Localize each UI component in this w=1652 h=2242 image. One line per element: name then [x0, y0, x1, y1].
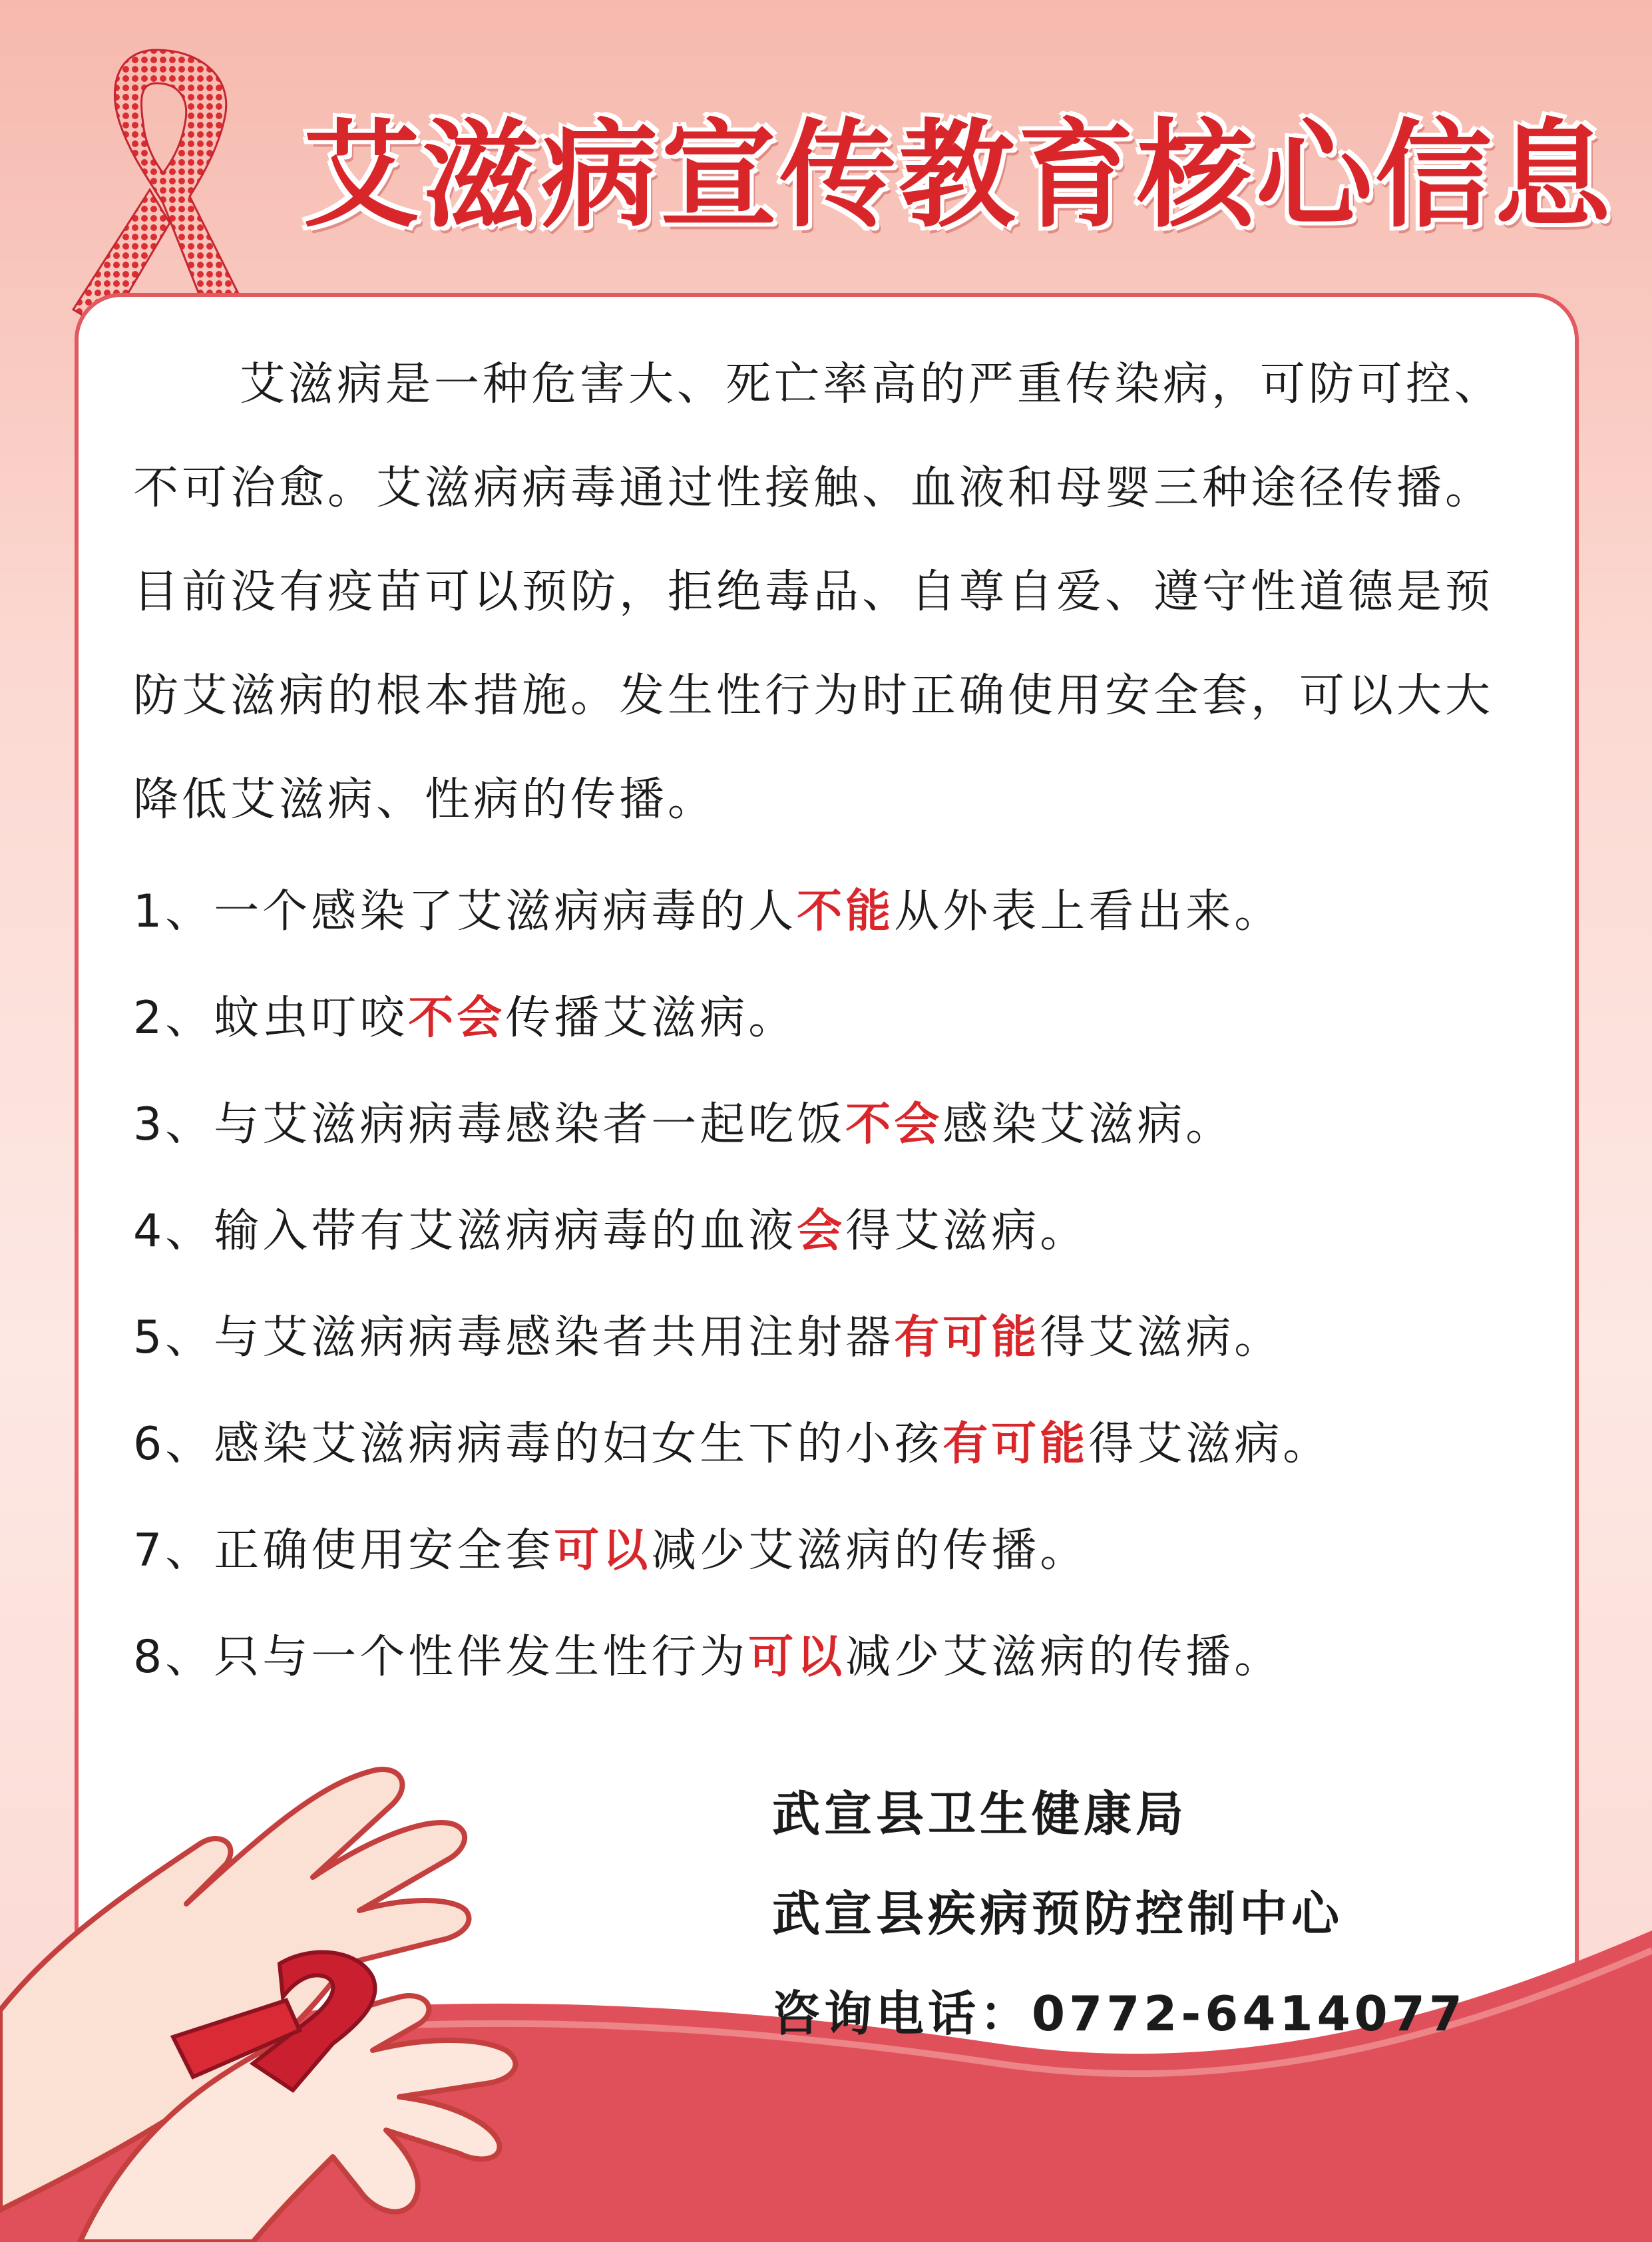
highlight-term: 可以 [748, 1631, 846, 1683]
highlight-term: 会 [797, 1205, 846, 1257]
list-item: 1、一个感染了艾滋病病毒的人不能从外表上看出来。 [133, 885, 1283, 938]
hands-holding-ribbon-illustration [0, 1744, 586, 2242]
intro-paragraph: 艾滋病是一种危害大、死亡率高的严重传染病，可防可控、不可治愈。艾滋病病毒通过性接触、血液和母婴三种途径传播。目前没有疫苗可以预防，拒绝毒品、自尊自爱、遵守性道德是预防艾滋病的根本措施。发生性行为时正确使用安全套，可以大大降低艾滋病、性病的传播。 [133, 358, 1504, 826]
highlight-term: 可以 [554, 1524, 652, 1577]
list-item: 5、与艾滋病病毒感染者共用注射器有可能得艾滋病。 [133, 1311, 1283, 1364]
highlight-term: 不会 [408, 992, 506, 1044]
list-item: 7、正确使用安全套可以减少艾滋病的传播。 [133, 1524, 1089, 1577]
highlight-term: 有可能 [894, 1311, 1040, 1364]
footer-info [772, 1764, 1637, 2064]
organization-name: 武宣县卫生健康局 [772, 1786, 1188, 1842]
list-item: 4、输入带有艾滋病病毒的血液会得艾滋病。 [133, 1205, 1089, 1257]
list-item: 2、蚊虫叮咬不会传播艾滋病。 [133, 992, 797, 1044]
highlight-term: 有可能 [942, 1418, 1089, 1470]
list-item: 3、与艾滋病病毒感染者一起吃饭不会感染艾滋病。 [133, 1098, 1235, 1151]
page-title: 艾滋病宣传教育核心信息 [303, 109, 1613, 244]
contact-phone: 咨询电话：0772-6414077 [772, 1986, 1466, 2042]
organization-name: 武宣县疾病预防控制中心 [772, 1886, 1344, 1942]
highlight-term: 不会 [845, 1098, 943, 1151]
list-item: 8、只与一个性伴发生性行为可以减少艾滋病的传播。 [133, 1631, 1283, 1683]
list-item: 6、感染艾滋病病毒的妇女生下的小孩有可能得艾滋病。 [133, 1418, 1332, 1470]
core-points-list [133, 859, 1564, 1711]
highlight-term: 不能 [797, 885, 895, 938]
